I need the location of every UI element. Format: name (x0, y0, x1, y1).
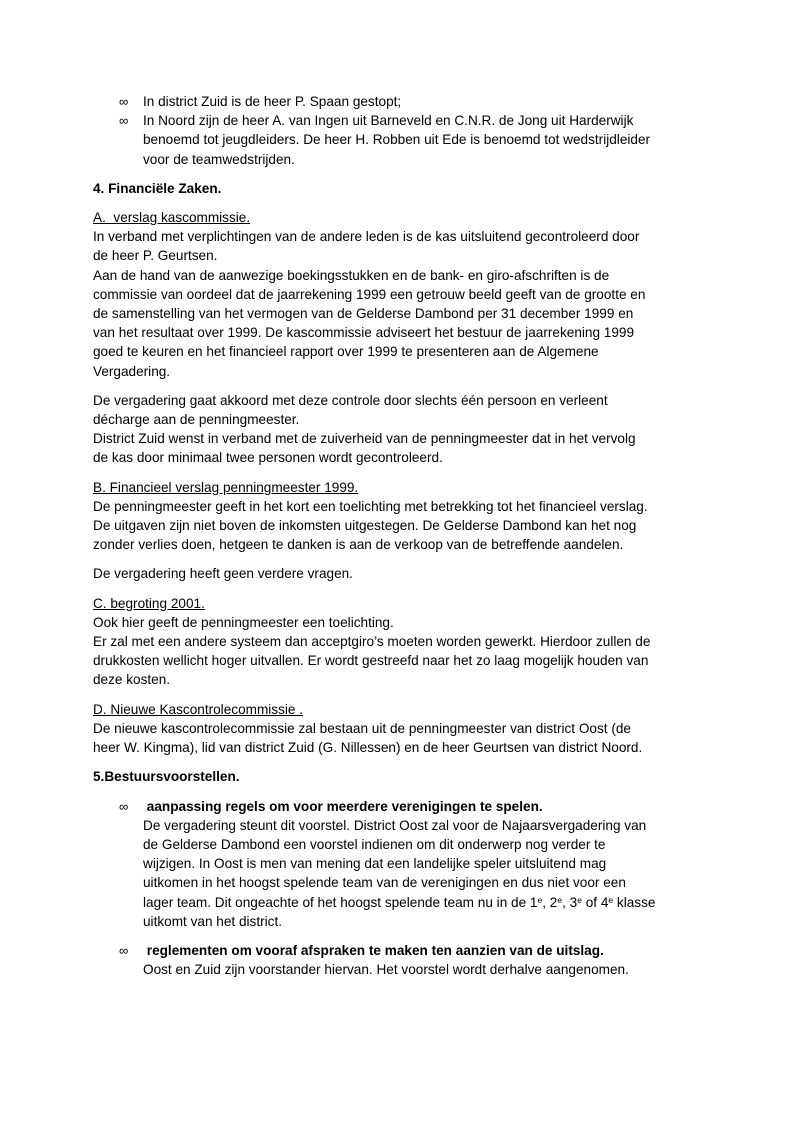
subsection-heading: D. Nieuwe Kascontrolecommissie . (93, 701, 304, 717)
subsection-heading: B. Financieel verslag penningmeester 1999. (93, 479, 359, 495)
text-line: commissie van oordeel dat de jaarrekening 1999 een getrouw beeld geeft van de grootte en (93, 286, 646, 302)
text-line: In verband met verplichtingen van de andere leden is de kas uitsluitend gecontroleerd door (93, 229, 640, 245)
proposal-bullet-aanpassing-regels (93, 797, 753, 931)
list-item (93, 797, 753, 931)
text-line: zonder verlies doen, hetgeen te danken is aan de verkoop van de betreffende aandelen. (93, 537, 624, 553)
bullet-infinity-icon: ∞ (119, 94, 129, 109)
text-line: De uitgaven zijn niet boven de inkomsten uitgestegen. De Gelderse Dambond kan het nog (93, 518, 637, 534)
bullet-infinity-icon: ∞ (119, 798, 129, 814)
text-line: drukkosten wellicht hoger uitvallen. Er wordt gestreefd naar het zo laag mogelijk houden van (93, 653, 649, 669)
text-line: Er zal met een andere systeem dan acceptgiro’s moeten worden gewerkt. Hierdoor zullen de (93, 634, 651, 650)
text-line: de Gelderse Dambond een voorstel indienen om dit onderwerp nog verder te (143, 836, 606, 852)
text-line: deze kosten. (93, 672, 171, 688)
text-line: lager team. Dit ongeachte of het hoogst spelende team nu in de 1e, 2e, 3e of 4e klasse (143, 894, 656, 910)
text-line: De vergadering steunt dit voorstel. District Oost zal voor de Najaarsvergadering van (143, 817, 647, 833)
proposal-title: aanpassing regels om voor meerdere verenigingen te spelen. (143, 798, 543, 814)
text-line: Aan de hand van de aanwezige boekingsstukken en de bank- en giro-afschriften is de (93, 267, 610, 283)
text-line: benoemd tot jeugdleiders. De heer H. Robben uit Ede is benoemd tot wedstrijdleider (143, 132, 651, 148)
paragraph-decharge (93, 391, 753, 468)
section-heading: 5.Bestuursvoorstellen. (93, 769, 240, 785)
text-line: De vergadering heeft geen verdere vragen. (93, 566, 353, 582)
text-line: De vergadering gaat akkoord met deze controle door slechts één persoon en verleent (93, 392, 608, 408)
proposal-bullet-reglementen (93, 941, 753, 979)
section-a-verslag-kascommissie (93, 208, 753, 381)
text-line: De penningmeester geeft in het kort een toelichting met betrekking tot het financieel verslag. (93, 498, 648, 514)
list-item (93, 92, 753, 111)
text-line: uitkomt van het district. (143, 913, 283, 929)
bullet-infinity-icon: ∞ (119, 942, 129, 958)
bullet-infinity-icon: ∞ (119, 113, 129, 129)
proposal-title: reglementen om vooraf afspraken te maken ten aanzien van de uitslag. (143, 942, 604, 958)
text-line: de kas door minimaal twee personen wordt gecontroleerd. (93, 450, 443, 466)
text-line: De nieuwe kascontrolecommissie zal bestaan uit de penningmeester van district Oost (de (93, 720, 631, 736)
subsection-heading: A. verslag kascommissie. (93, 210, 251, 226)
text-line: uitkomen in het hoogst spelende team van de verenigingen en dus niet voor een (143, 875, 626, 891)
list-item (93, 941, 753, 979)
text-line: décharge aan de penningmeester. (93, 412, 300, 428)
section-b-financieel-verslag (93, 478, 753, 555)
section-d-nieuwe-kascontrolecommissie (93, 700, 753, 758)
text-line: In district Zuid is de heer P. Spaan gestopt; (143, 94, 402, 109)
text-line: Ook hier geeft de penningmeester een toelichting. (93, 614, 394, 630)
text-line: Vergadering. (93, 363, 171, 379)
text-line: de samenstelling van het vermogen van de Gelderse Dambond per 31 december 1999 en (93, 306, 634, 322)
document-content (93, 92, 753, 989)
text-line: de heer P. Geurtsen. (93, 248, 218, 264)
section-heading: 4. Financiële Zaken. (93, 180, 222, 196)
heading-financiele-zaken (93, 179, 753, 198)
text-line: wijzigen. In Oost is men van mening dat een landelijke speler uitsluitend mag (143, 856, 607, 872)
text-line: van het resultaat over 1999. De kascommissie adviseert het bestuur de jaarrekening 1999 (93, 325, 635, 341)
intro-bullet-list (93, 92, 753, 169)
text-line: In Noord zijn de heer A. van Ingen uit Barneveld en C.N.R. de Jong uit Harderwijk (143, 113, 634, 129)
paragraph-geen-verdere-vragen (93, 564, 753, 583)
text-line: Oost en Zuid zijn voorstander hiervan. Het voorstel wordt derhalve aangenomen. (143, 962, 629, 978)
text-line: goed te keuren en het financieel rapport over 1999 te presenteren aan de Algemene (93, 344, 599, 360)
heading-bestuursvoorstellen (93, 767, 753, 786)
section-c-begroting-2001 (93, 594, 753, 690)
text-line: heer W. Kingma), lid van district Zuid (G. Nillessen) en de heer Geurtsen van district Noord. (93, 740, 643, 756)
subsection-heading: C. begroting 2001. (93, 595, 205, 611)
list-item (93, 111, 753, 169)
text-line: voor de teamwedstrijden. (143, 151, 295, 167)
text-line: District Zuid wenst in verband met de zuiverheid van de penningmeester dat in het vervolg (93, 431, 636, 447)
